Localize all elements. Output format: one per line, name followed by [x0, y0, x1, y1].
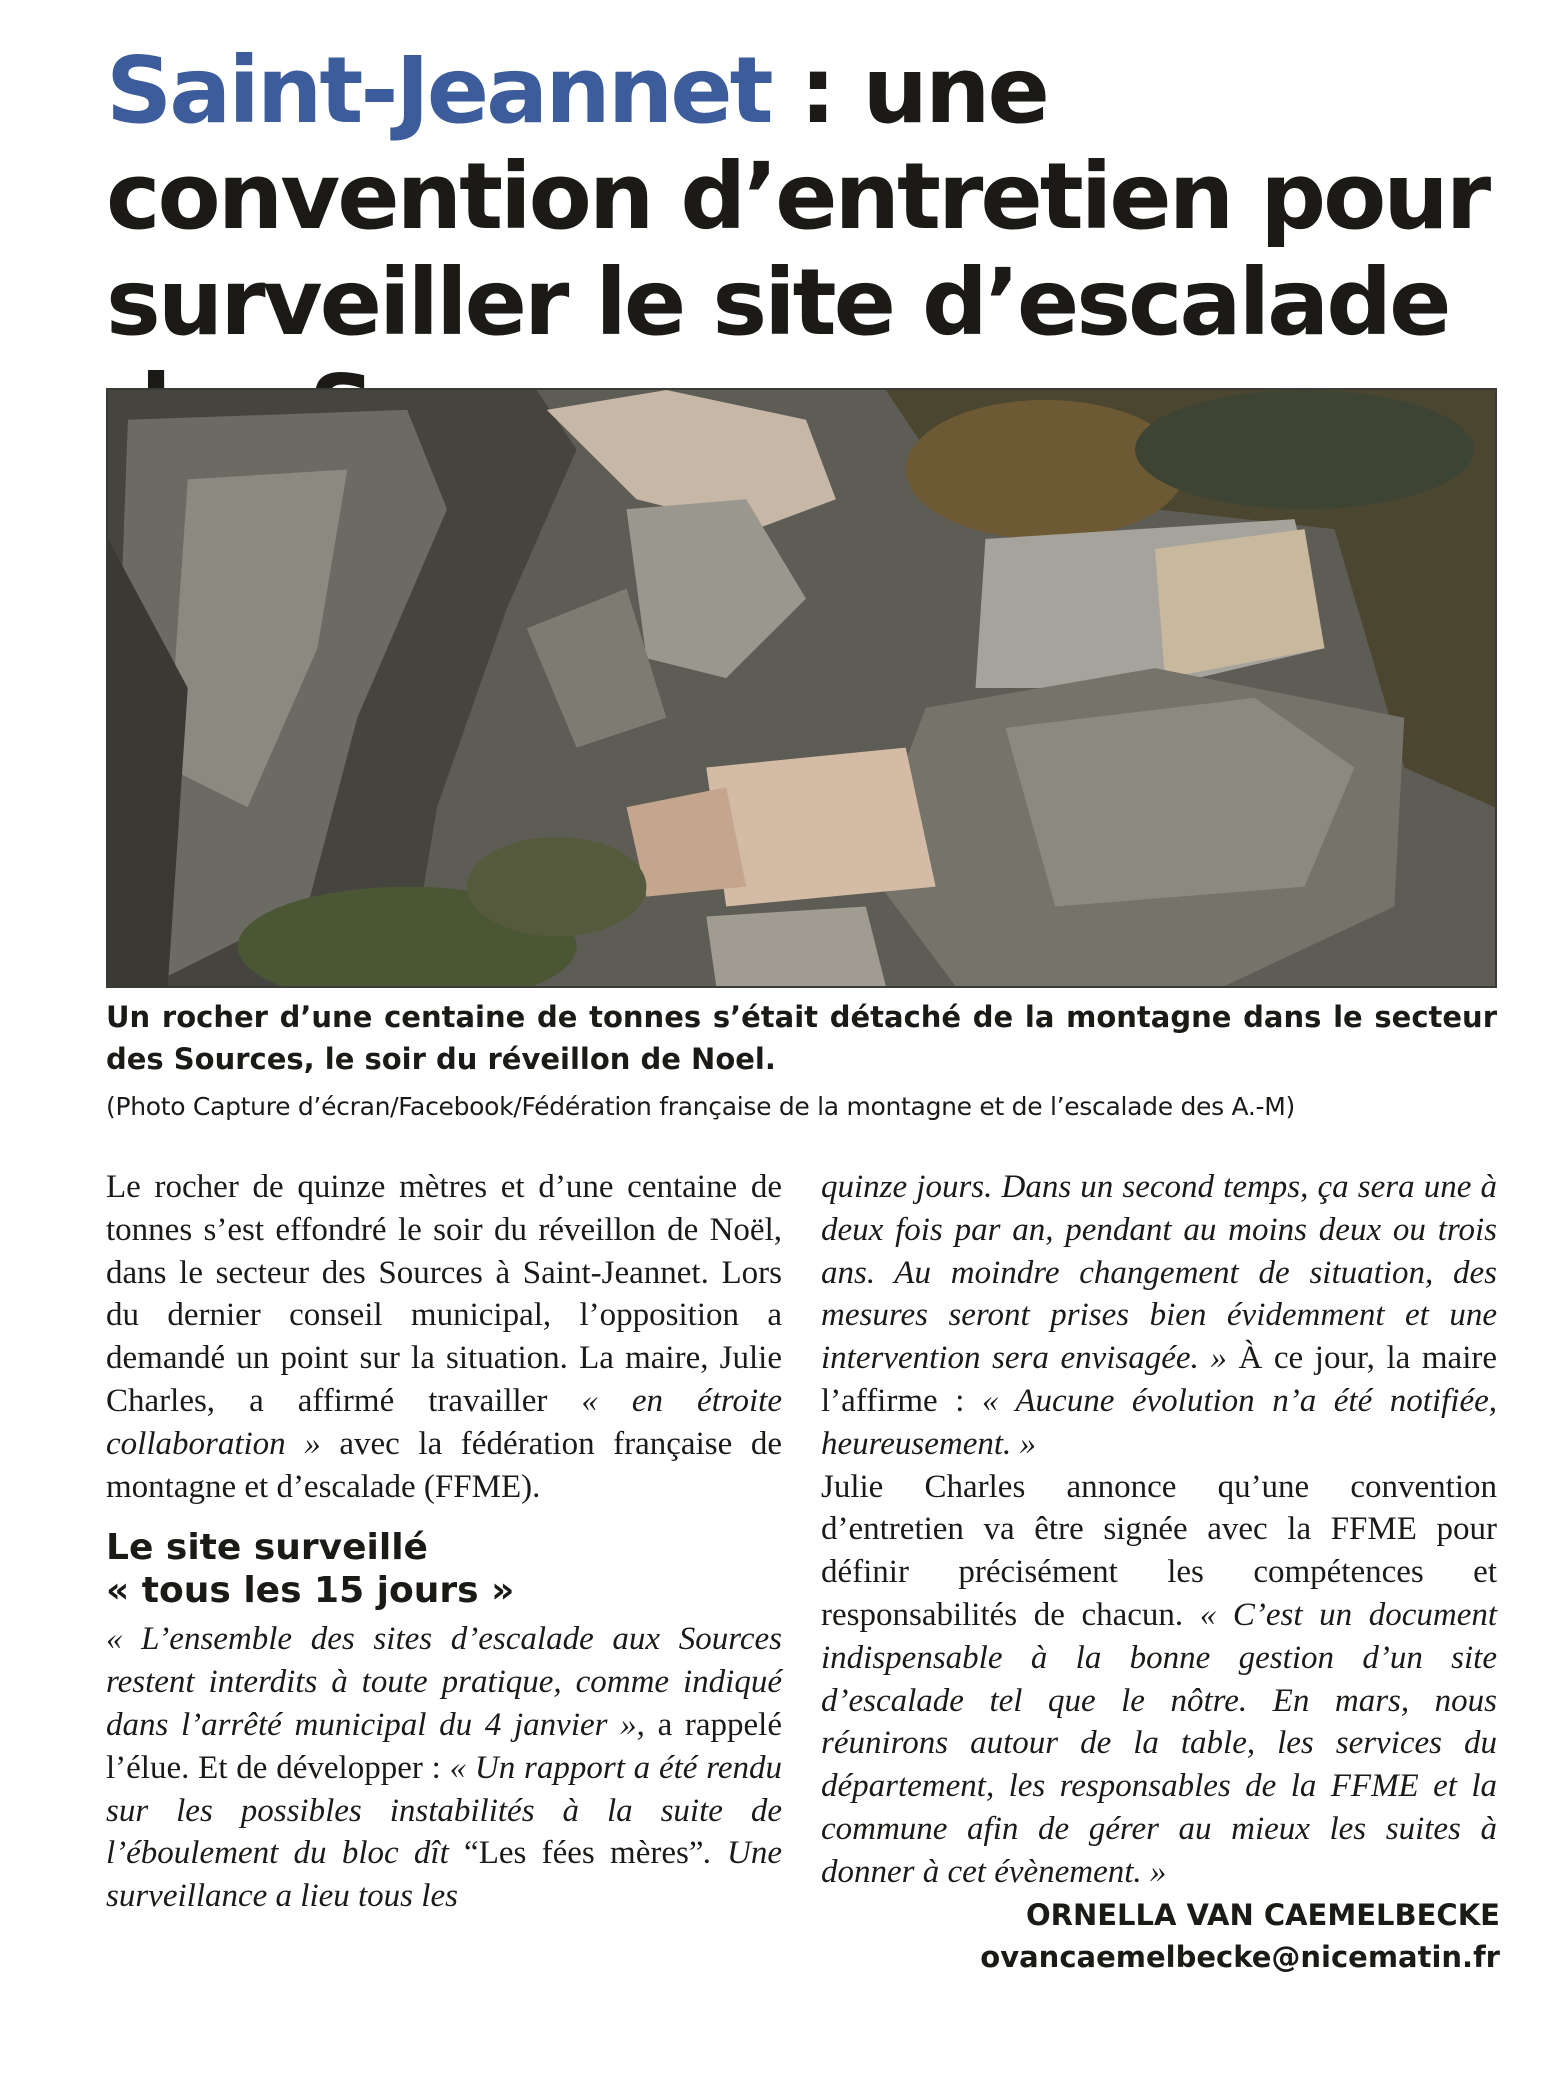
- quote-arrete: « L’ensemble des sites d’escalade aux Sources restent interdits à toute pratique, comme indiqué dans l’arrêté municipal du 4 janvier »: [106, 1621, 782, 1743]
- article-column-right: [821, 1166, 1497, 1894]
- article-photo: [106, 388, 1497, 988]
- intro-text-b: avec la fédération française de montagne et d’escalade (FFME).: [106, 1425, 782, 1505]
- paragraph-continuation: [821, 1166, 1497, 1466]
- author-signature: [820, 1894, 1500, 1978]
- mayor-statement: À ce jour, la maire l’affirme :: [821, 1340, 1497, 1419]
- quote-evolution: « Aucune évolution n’a été notifiée, heureusement. »: [821, 1382, 1497, 1462]
- paragraph-intro: [106, 1166, 782, 1508]
- intro-quote: « en étroite collaboration »: [106, 1382, 782, 1462]
- headline-place: Saint-Jeannet: [106, 37, 771, 144]
- paragraph-convention: [821, 1466, 1497, 1894]
- author-name: ORNELLA VAN CAEMELBECKE: [1025, 1898, 1500, 1932]
- article-column-left: [106, 1166, 782, 1918]
- subhead-line-1: Le site surveillé: [106, 1527, 428, 1569]
- quote-attribution: , a rappelé l’élue. Et de développer :: [106, 1706, 782, 1786]
- paragraph-quote: [106, 1618, 782, 1918]
- bloc-name: “Les fées mères”: [464, 1835, 704, 1872]
- quote-continuation: quinze jours. Dans un second temps, ça sera une à deux fois par an, pendant au moins deux ou trois ans. Au moindre changement de situation, des mesures seront prises bien évidemment et une intervention sera envisagée. »: [821, 1169, 1497, 1377]
- quote-surveillance: . Une surveillance a lieu tous les: [106, 1835, 782, 1915]
- subhead-line-2: « tous les 15 jours »: [106, 1570, 515, 1612]
- quote-document: « C’est un document indispensable à la bonne gestion d’un site d’escalade tel que le nôtre. En mars, nous réunirons autour de la table, les services du département, les responsables de la FFME et la commune afin de gérer au mieux les suites à donner à cet évènement. »: [821, 1596, 1498, 1890]
- headline-rest: : une convention d’entretien pour surveiller le site d’escalade: [106, 37, 1489, 356]
- author-email[interactable]: ovancaemelbecke@nicematin.fr: [980, 1940, 1500, 1974]
- rockfall-photo-illustration: [108, 390, 1495, 986]
- photo-credit: (Photo Capture d’écran/Facebook/Fédération française de la montagne et de l’escalade des A.-M): [106, 1092, 1295, 1121]
- convention-text: Julie Charles annonce qu’une convention d’entretien va être signée avec la FFME pour définir précisément les compétences et responsabilités de chacun.: [821, 1468, 1497, 1633]
- quote-rapport: « Un rapport a été rendu sur les possibles instabilités à la suite de l’éboulement du bloc dît: [106, 1749, 782, 1872]
- photo-caption: Un rocher d’une centaine de tonnes s’était détaché de la montagne dans le secteur des Sources, le soir du réveillon de Noel.: [106, 1000, 1497, 1076]
- intro-text-a: Le rocher de quinze mètres et d’une centaine de tonnes s’est effondré le soir du réveillon de Noël, dans le secteur des Sources à Saint-Jeannet. Lors du dernier conseil municipal, l’opposition a demandé un point sur la situation. La maire, Julie Charles, a affirmé travailler: [106, 1169, 782, 1419]
- section-subhead: [106, 1526, 782, 1612]
